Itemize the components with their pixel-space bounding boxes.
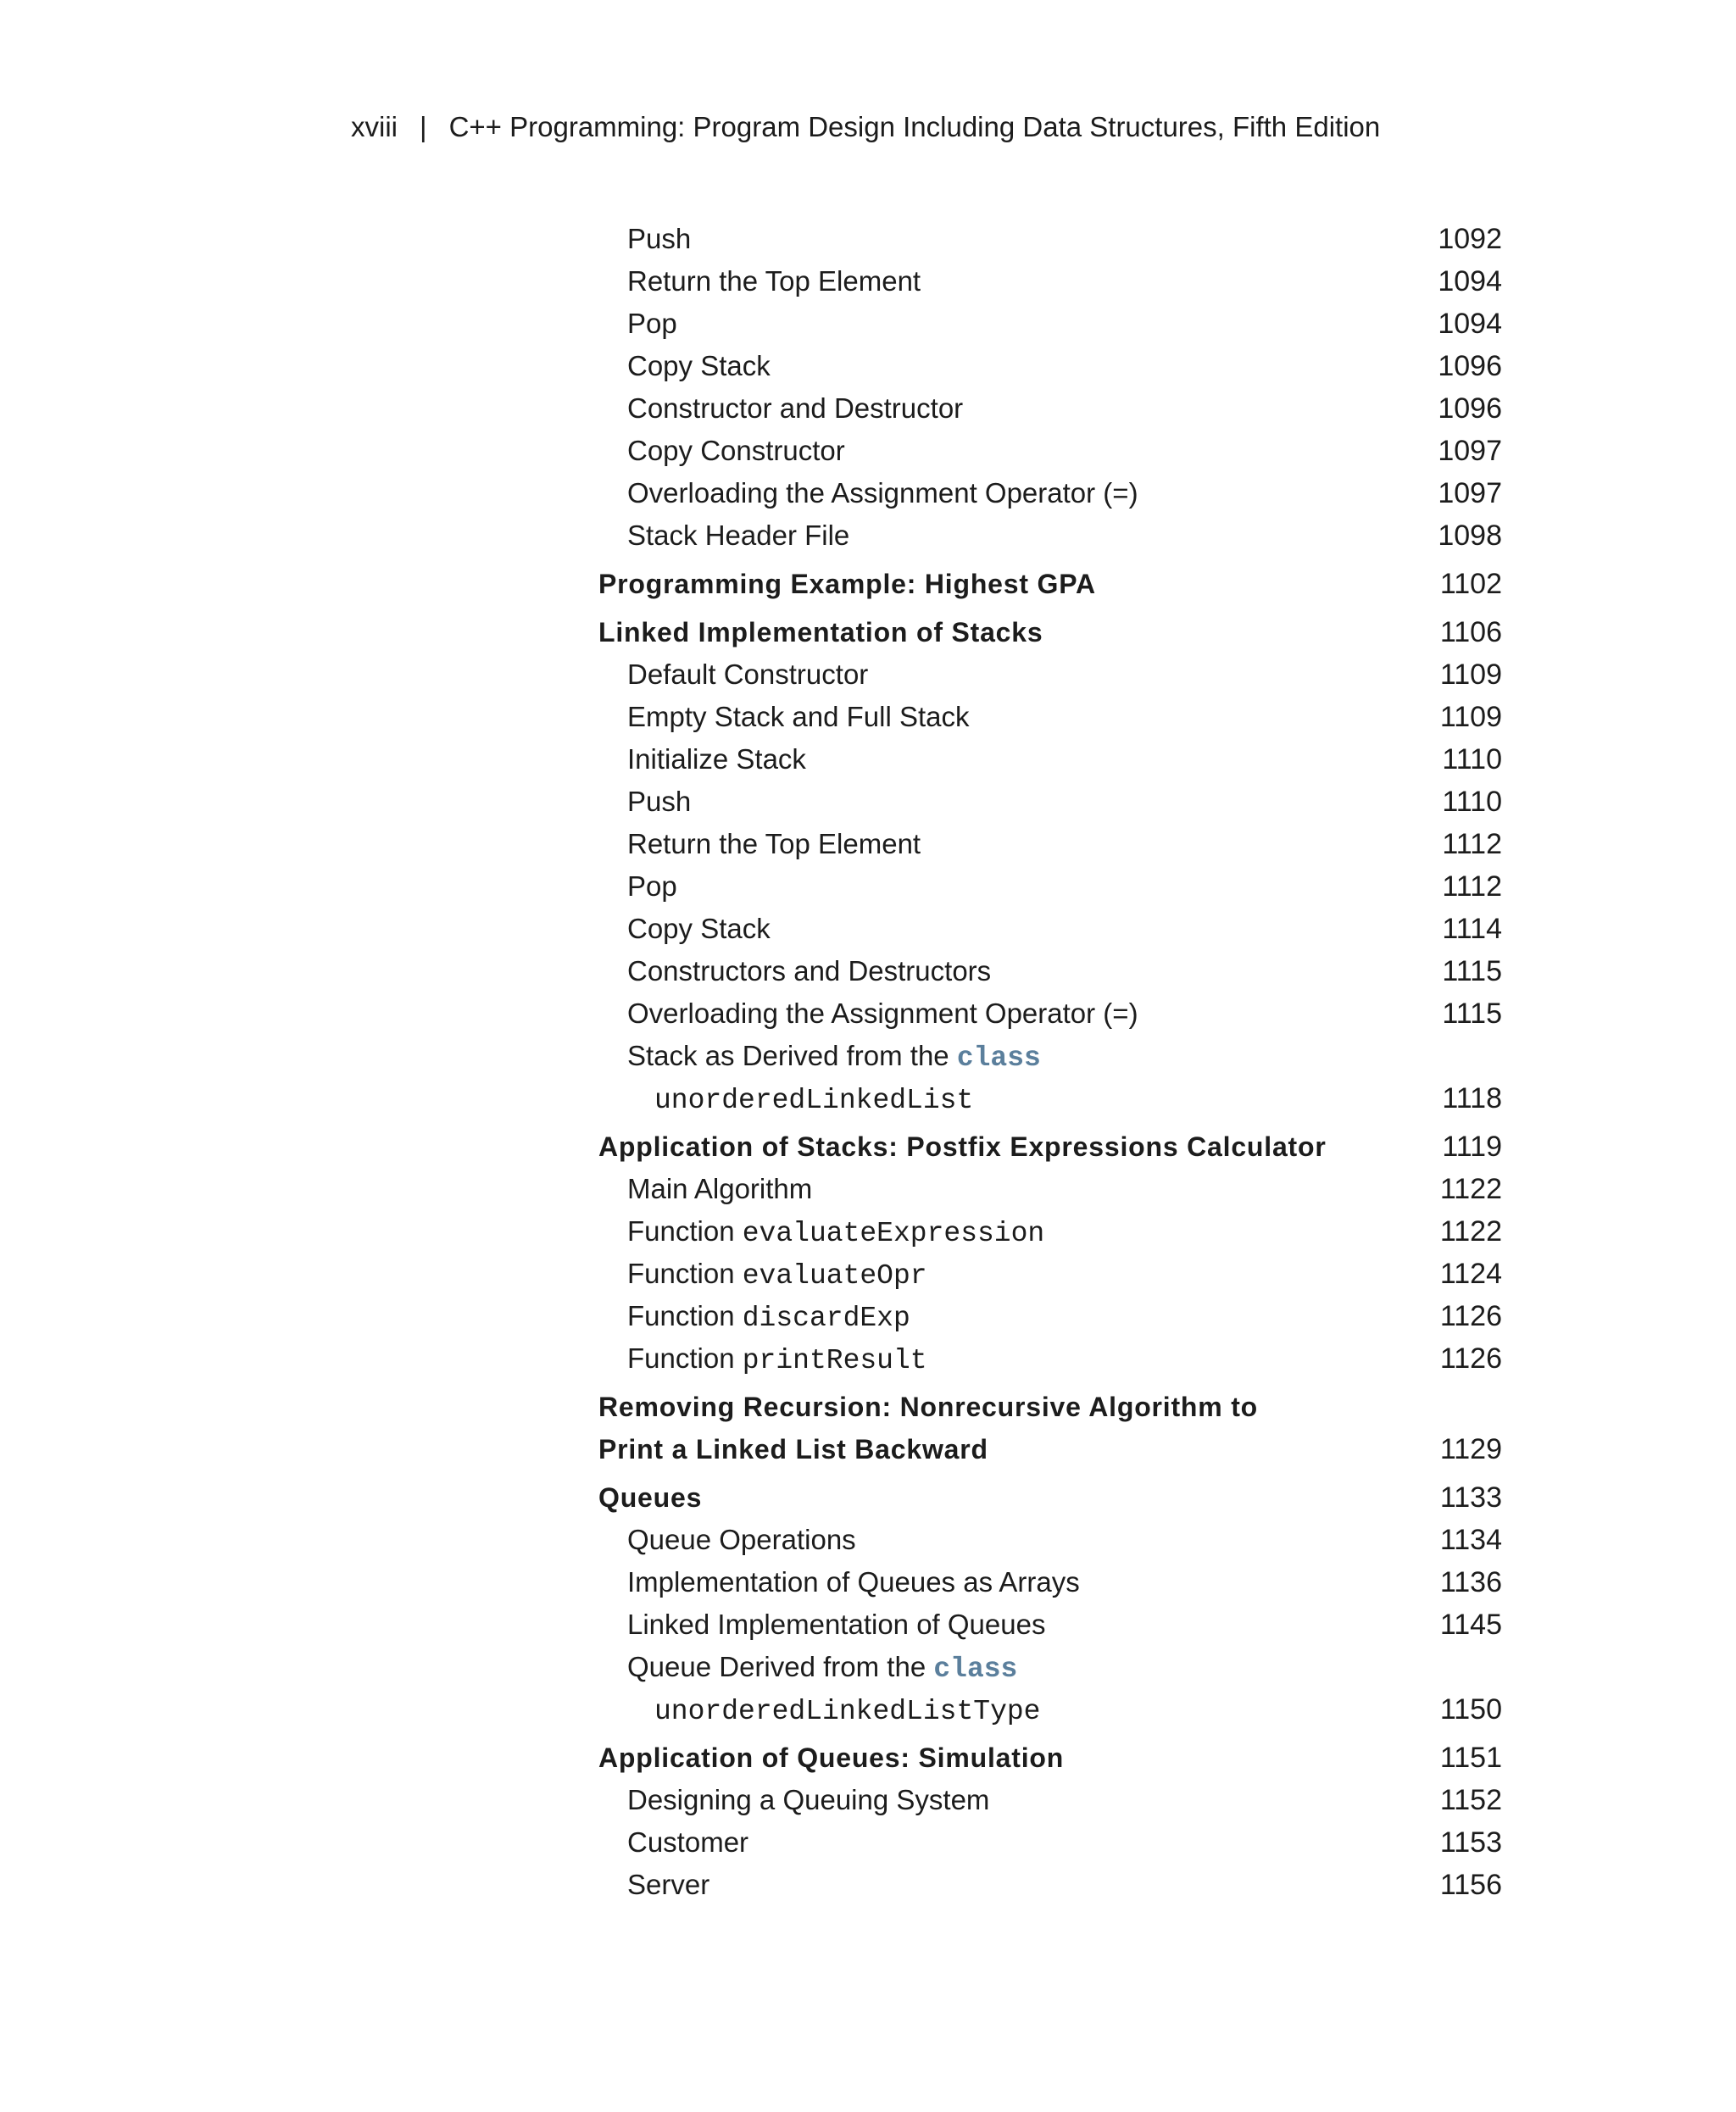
toc-entry-title: Linked Implementation of Queues <box>627 1609 1046 1640</box>
toc-page-number: 1122 <box>1439 1173 1502 1205</box>
toc-entry <box>0 1561 1736 1603</box>
toc-entry-title: Designing a Queuing System <box>627 1784 990 1815</box>
toc-page-number: 1136 <box>1439 1566 1502 1598</box>
toc-entry-title: Function evaluateOpr <box>627 1258 927 1292</box>
toc-section-title: Application of Queues: Simulation <box>598 1742 1065 1773</box>
toc-entry-title: Queue Derived from the class <box>627 1651 1018 1685</box>
toc-section-entry <box>0 563 1736 605</box>
toc-entry-title <box>654 1077 973 1122</box>
toc-entry <box>0 696 1736 738</box>
toc-entry <box>0 260 1736 303</box>
toc-entry-title: Constructors and Destructors <box>627 955 992 987</box>
toc-entry-title: Stack as Derived from the class <box>627 1040 1041 1074</box>
toc-page-number: 1124 <box>1439 1258 1502 1290</box>
toc-entry <box>0 1295 1736 1337</box>
toc-entry <box>0 781 1736 823</box>
header-separator: | <box>420 111 427 142</box>
toc-entry <box>0 1779 1736 1821</box>
toc-entry-title: Empty Stack and Full Stack <box>627 701 970 732</box>
toc-page-number: 1106 <box>1439 616 1502 648</box>
toc-section-title: Programming Example: Highest GPA <box>598 569 1096 599</box>
code-identifier: evaluateExpression <box>742 1218 1045 1249</box>
toc-section-entry <box>0 1386 1736 1428</box>
toc-entry-title: Default Constructor <box>627 659 869 690</box>
toc-page-number: 1150 <box>1439 1693 1502 1726</box>
code-identifier: evaluateOpr <box>742 1260 927 1292</box>
toc-entry-title: Implementation of Queues as Arrays <box>627 1566 1080 1598</box>
toc-entry-title: Copy Stack <box>627 350 771 381</box>
header-page-number: xviii <box>351 111 398 142</box>
code-identifier: discardExp <box>742 1303 910 1334</box>
toc-page-number: 1156 <box>1439 1869 1502 1901</box>
toc-entry-title: Return the Top Element <box>627 265 921 297</box>
toc-entry <box>0 992 1736 1035</box>
toc-section-entry <box>0 1476 1736 1519</box>
toc-section-title: Queues <box>598 1482 703 1513</box>
toc-entry <box>0 1035 1736 1077</box>
toc-entry <box>0 950 1736 992</box>
toc-page-number: 1145 <box>1439 1609 1502 1641</box>
toc-entry-continuation <box>0 1688 1736 1731</box>
toc-section-entry <box>0 1125 1736 1168</box>
toc-section-title: Removing Recursion: Nonrecursive Algorithm to <box>598 1392 1259 1422</box>
toc-page-number: 1097 <box>1438 435 1502 467</box>
toc-entry-title: Function printResult <box>627 1342 927 1376</box>
toc-entry-title: Push <box>627 223 692 254</box>
toc-page-number: 1129 <box>1439 1433 1502 1465</box>
toc-page-number: 1153 <box>1439 1826 1502 1859</box>
toc-entry <box>0 1337 1736 1380</box>
toc-section-entry <box>0 611 1736 653</box>
toc-section-title: Application of Stacks: Postfix Expressions Calculator <box>598 1131 1327 1162</box>
toc-entry-title: Initialize Stack <box>627 743 806 775</box>
toc-entry <box>0 1253 1736 1295</box>
toc-page-number: 1112 <box>1442 828 1502 860</box>
toc-entry <box>0 1210 1736 1253</box>
toc-entry-title: Pop <box>627 308 677 339</box>
toc-entry-continuation <box>0 1077 1736 1120</box>
code-identifier: unorderedLinkedListType <box>654 1696 1041 1727</box>
toc-entry <box>0 738 1736 781</box>
toc-page-number: 1110 <box>1442 786 1502 818</box>
toc-entry-title: Copy Stack <box>627 913 771 944</box>
toc-entry <box>0 218 1736 260</box>
toc-page-number: 1109 <box>1439 659 1502 691</box>
toc-entry <box>0 514 1736 557</box>
toc-entry <box>0 387 1736 430</box>
toc-page-number: 1112 <box>1442 870 1502 903</box>
toc-entry <box>0 908 1736 950</box>
class-keyword: class <box>933 1653 1018 1685</box>
toc-page-number: 1110 <box>1442 743 1502 775</box>
toc-page-number: 1096 <box>1438 392 1502 425</box>
toc-page-number: 1152 <box>1439 1784 1502 1816</box>
toc-entry-title: Overloading the Assignment Operator (=) <box>627 477 1138 509</box>
toc-page-number: 1098 <box>1438 520 1502 552</box>
class-keyword: class <box>956 1042 1041 1074</box>
toc-entry-title: Queue Operations <box>627 1524 856 1555</box>
toc-entry-title: Customer <box>627 1826 749 1858</box>
toc-page-number: 1092 <box>1438 223 1502 255</box>
toc-entry-title: Function evaluateExpression <box>627 1215 1045 1249</box>
toc-page-number: 1119 <box>1442 1131 1502 1163</box>
toc-page-number: 1094 <box>1438 265 1502 297</box>
toc-entry-title: Stack Header File <box>627 520 850 551</box>
toc-page-number: 1134 <box>1439 1524 1502 1556</box>
toc-page-number: 1151 <box>1439 1742 1502 1774</box>
toc-page-number: 1126 <box>1439 1300 1502 1332</box>
toc-page-number: 1126 <box>1439 1342 1502 1375</box>
toc-entry <box>0 1646 1736 1688</box>
toc-page-number: 1114 <box>1442 913 1502 945</box>
toc-entry-title: Overloading the Assignment Operator (=) <box>627 998 1138 1029</box>
toc-entry-title: Main Algorithm <box>627 1173 813 1204</box>
toc-entry <box>0 653 1736 696</box>
header-book-title: C++ Programming: Program Design Including Data Structures, Fifth Edition <box>448 111 1381 142</box>
toc-entry <box>0 823 1736 865</box>
toc-entry <box>0 865 1736 908</box>
toc-entry <box>0 345 1736 387</box>
toc-entry <box>0 1864 1736 1906</box>
toc-page-number: 1122 <box>1439 1215 1502 1248</box>
toc-page-number: 1118 <box>1442 1082 1502 1114</box>
code-identifier: printResult <box>742 1345 927 1376</box>
toc-entry <box>0 1168 1736 1210</box>
toc-page-number: 1094 <box>1438 308 1502 340</box>
toc-entry <box>0 1519 1736 1561</box>
toc-entry <box>0 303 1736 345</box>
toc-section-entry <box>0 1428 1736 1470</box>
toc-page-number: 1133 <box>1439 1481 1502 1514</box>
toc-entry-title <box>654 1688 1040 1733</box>
toc-entry-title: Copy Constructor <box>627 435 845 466</box>
toc-page-number: 1115 <box>1442 955 1502 987</box>
toc-entry-title: Return the Top Element <box>627 828 921 859</box>
toc-page-number: 1102 <box>1439 568 1502 600</box>
toc-section-title: Print a Linked List Backward <box>598 1434 988 1465</box>
toc-section-entry <box>0 1737 1736 1779</box>
toc-page-number: 1109 <box>1439 701 1502 733</box>
toc-entry <box>0 472 1736 514</box>
code-identifier: unorderedLinkedList <box>654 1085 974 1116</box>
toc-entry <box>0 430 1736 472</box>
toc-entry <box>0 1603 1736 1646</box>
toc-entry-title: Constructor and Destructor <box>627 392 964 424</box>
toc-section-title: Linked Implementation of Stacks <box>598 617 1043 647</box>
toc-page-number: 1096 <box>1438 350 1502 382</box>
toc-page-number: 1115 <box>1442 998 1502 1030</box>
toc-entry-title: Server <box>627 1869 710 1900</box>
toc-entry-title: Push <box>627 786 692 817</box>
toc-entry-title: Pop <box>627 870 677 902</box>
toc-entry-title: Function discardExp <box>627 1300 910 1334</box>
toc-entry <box>0 1821 1736 1864</box>
toc-page-number: 1097 <box>1438 477 1502 509</box>
